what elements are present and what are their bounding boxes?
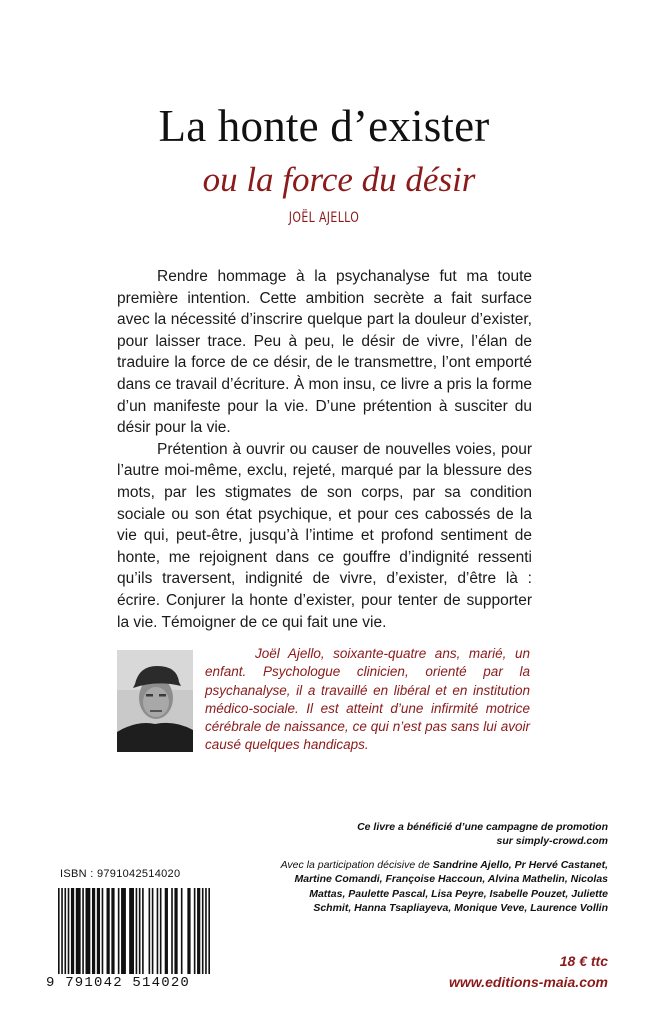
barcode-bar [68,888,70,974]
barcode-bar [71,888,74,974]
bio-text: Joël Ajello, soixante-quatre ans, marié, un enfant. Psychologue clinicien, orienté par la psychanalyse, il a travaillé en libéral et en institution médico-sociale. Il est atteint d’une infirmité motrice cérébrale de naissance, ce qui n’est pas sans lui avoir causé quelques handicaps. [205,646,530,753]
barcode-bar [160,888,162,974]
back-cover-summary [117,266,532,633]
barcode-bar [82,888,84,974]
promotion-note [248,820,608,848]
barcode-bar [85,888,90,974]
barcode-bar [118,888,120,974]
barcode-bar [129,888,134,974]
barcode-bar [58,888,60,974]
summary-paragraph: Rendre hommage à la psychanalyse fut ma toute première intention. Cette ambition secrète a fait surface avec la nécessité d’inscrire quelque part la douleur d’exister, pour laisser trace. Peu à peu, le désir de vivre, l’élan de traduire la force de ce désir, de le transmettre, l’ont emporté dans ce travail d’écriture. À mon insu, ce livre a pris la forme d’un manifeste pour la vie. D’une prétention à susciter du désir pour la vie. [117,268,532,437]
barcode-bar [157,888,159,974]
barcode-bar [139,888,141,974]
author-portrait-icon [117,650,193,752]
author-name: JOËL AJELLO [288,210,360,226]
barcode-bar [165,888,168,974]
book-title: La honte d’exister [158,101,490,151]
barcode-bar [149,888,151,974]
summary-paragraph: Prétention à ouvrir ou causer de nouvelles voies, pour l’autre moi-même, exclu, rejeté, marqué par la blessure des mots, par les stigmates de son corps, par sa condition sociale ou son état psychique, et pour ces cabossés de la vie qui, peut-être, jusqu’à l’intime et profond sentiment de honte, me rejoignent dans ce gouffre d’indignité ressenti qu’ils traversent, indignité de vivre, d’exister, d’être là : écrire. Conjurer la honte d’exister, pour tenter de supporter la vie. Témoigner de ce qui fait une vie. [117,440,532,631]
barcode-bar [197,888,200,974]
barcode-bar [205,888,207,974]
promotion-line: Ce livre a bénéficié d’une campagne de promotion [357,821,608,833]
author-photo [117,650,193,752]
barcode-bar [181,888,183,974]
barcode-bar [76,888,81,974]
barcode-bar [92,888,95,974]
book-subtitle: ou la force du désir [202,160,476,199]
price: 18 € ttc [559,953,608,969]
author-biography [205,645,530,755]
barcode-bar [187,888,190,974]
barcode-bar [174,888,177,974]
barcode-bar [194,888,196,974]
publisher-website: www.editions-maia.com [449,974,608,990]
barcode-bar [142,888,144,974]
barcode-bar [102,888,104,974]
credits [278,858,608,916]
barcode [58,888,210,974]
barcode-bar [64,888,66,974]
barcode-bar [136,888,138,974]
barcode-bar [107,888,110,974]
promotion-site: sur simply-crowd.com [496,835,608,847]
barcode-bar [97,888,100,974]
credits-names: Sandrine Ajello, Pr Hervé Castanet, Martine Comandi, Françoise Haccoun, Alvina Mathelin, Nicolas Mattas, Paulette Pascal, Lisa Peyre, Isabelle Pouzet, Juliette Schmit, Hanna Tsapliayeva, Monique Veve, Laurence Vollin [294,859,608,915]
barcode-digits: 9 791042 514020 [46,975,191,991]
barcode-bar [202,888,204,974]
barcode-bar [121,888,126,974]
credits-lead: Avec la participation décisive de [280,859,430,871]
barcode-bar [208,888,210,974]
barcode-bar [61,888,63,974]
isbn-label: ISBN : 9791042514020 [60,868,181,880]
barcode-bar [152,888,154,974]
barcode-bar [111,888,114,974]
barcode-bar [171,888,173,974]
